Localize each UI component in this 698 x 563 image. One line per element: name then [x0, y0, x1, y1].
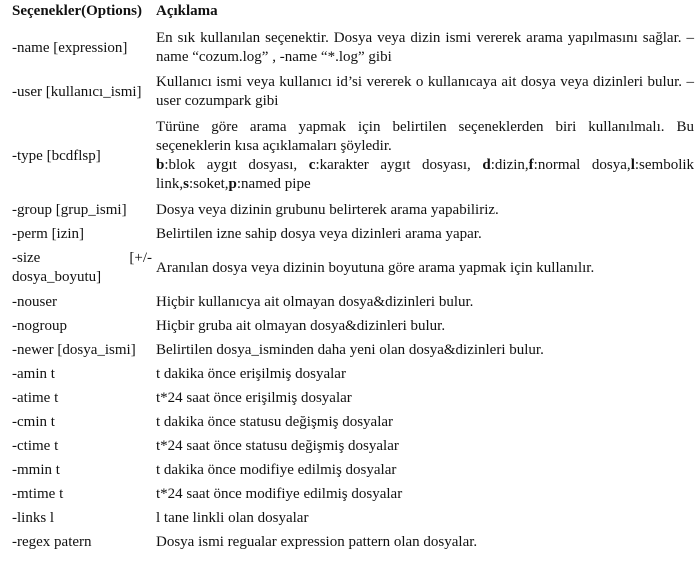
option-part: dosya_boyutu]: [12, 269, 102, 285]
options-table: [6, 0, 698, 554]
option-part: -size: [12, 250, 41, 266]
option-cell: -amin t: [12, 365, 55, 382]
option-cell: -user [kullanıcı_ismi]: [12, 83, 142, 100]
type-value: :soket,: [188, 176, 229, 192]
type-value: :blok aygıt dosyası,: [164, 157, 298, 173]
type-key: b: [156, 157, 165, 173]
type-key: s: [183, 176, 189, 192]
option-cell: -cmin t: [12, 413, 55, 430]
table-row: [6, 458, 698, 482]
option-cell: -ctime t: [12, 437, 59, 454]
type-key: p: [228, 176, 237, 192]
table-row: [6, 70, 698, 114]
type-value: :named pipe: [236, 176, 311, 192]
type-key: f: [528, 157, 534, 173]
type-value: :normal dosya,: [533, 157, 631, 173]
type-key: d: [482, 157, 491, 173]
description-cell: Belirtilen izne sahip dosya veya dizinleri arama yapar.: [156, 225, 482, 242]
table-row: [6, 26, 698, 70]
option-cell: [6, 246, 152, 290]
description-cell: l tane linkli olan dosyalar: [156, 509, 309, 526]
option-cell: -atime t: [12, 389, 59, 406]
option-cell: -group [grup_ismi]: [12, 201, 127, 218]
description-cell: Dosya veya dizinin grubunu belirterek arama yapabiliriz.: [156, 201, 499, 218]
option-cell: -newer [dosya_ismi]: [12, 341, 136, 358]
option-part: [+/-: [129, 250, 152, 266]
table-row: [6, 246, 698, 290]
table-row: [6, 530, 698, 554]
description-cell: En sık kullanılan seçenektir. Dosya veya dizin ismi vererek arama yapılmasını sağlar. –name “cozum.log” , -name “*.log” gibi: [156, 30, 694, 65]
option-cell: -mmin t: [12, 461, 60, 478]
option-cell: -links l: [12, 509, 55, 526]
table-row: [6, 338, 698, 362]
description-cell: t*24 saat önce statusu değişmiş dosyalar: [156, 437, 399, 454]
option-cell: -nogroup: [12, 317, 67, 334]
type-key: c: [308, 157, 316, 173]
table-row: [6, 114, 698, 198]
description-cell: t dakika önce modifiye edilmiş dosyalar: [156, 461, 397, 478]
table-row: [6, 434, 698, 458]
description-cell: [152, 114, 698, 198]
table-row: [6, 410, 698, 434]
description-cell: t dakika önce statusu değişmiş dosyalar: [156, 413, 394, 430]
table-row: [6, 482, 698, 506]
type-value: :karakter aygıt dosyası,: [315, 157, 471, 173]
type-value: :sembolik link,: [156, 157, 695, 192]
option-cell: -mtime t: [12, 485, 64, 502]
table-row: [6, 362, 698, 386]
type-list: [156, 156, 694, 194]
description-cell: Hiçbir gruba ait olmayan dosya&dizinleri bulur.: [156, 317, 446, 334]
description-cell: t*24 saat önce erişilmiş dosyalar: [156, 389, 352, 406]
description-cell: t dakika önce erişilmiş dosyalar: [156, 365, 346, 382]
header-options: Seçenekler(Options): [12, 3, 142, 19]
description-cell: Belirtilen dosya_isminden daha yeni olan dosya&dizinleri bulur.: [156, 341, 544, 358]
description-cell: Hiçbir kullanıcya ait olmayan dosya&dizinleri bulur.: [156, 293, 474, 310]
option-cell: -type [bcdflsp]: [12, 147, 101, 164]
option-cell: -nouser: [12, 293, 57, 310]
table-row: [6, 290, 698, 314]
table-row: [6, 222, 698, 246]
description-cell: t*24 saat önce modifiye edilmiş dosyalar: [156, 485, 403, 502]
header-description: Açıklama: [156, 3, 218, 19]
table-row: [6, 314, 698, 338]
description-cell: Dosya ismi regualar expression pattern olan dosyalar.: [156, 533, 478, 550]
description-cell: Aranılan dosya veya dizinin boyutuna göre arama yapmak için kullanılır.: [156, 259, 595, 276]
type-value: :dizin,: [490, 157, 529, 173]
option-cell: -name [expression]: [12, 39, 128, 56]
table-row: [6, 506, 698, 530]
table-row: [6, 386, 698, 410]
header-row: [6, 0, 698, 26]
type-intro: Türüne göre arama yapmak için belirtilen seçeneklerden biri kullanılmalı. Bu seçeneklerin kısa açıklamaları şöyledir.: [156, 119, 694, 154]
type-key: l: [630, 157, 635, 173]
table-row: [6, 198, 698, 222]
option-cell: -perm [izin]: [12, 225, 85, 242]
option-cell: -regex patern: [12, 533, 92, 550]
description-cell: Kullanıcı ismi veya kullanıcı id’si vererek o kullanıcaya ait dosya veya dizinleri bulur. –user cozumpark gibi: [156, 74, 694, 109]
